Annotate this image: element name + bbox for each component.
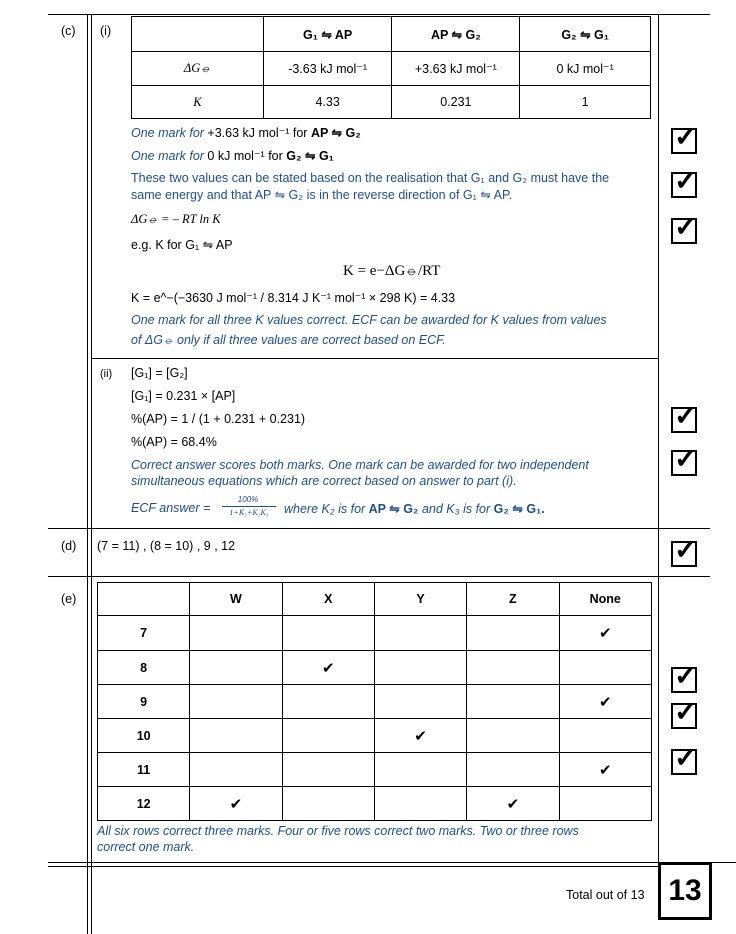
cell-x — [282, 719, 374, 753]
table-row — [98, 753, 652, 787]
cell-dg-1: -3.63 kJ mol⁻¹ — [263, 52, 392, 86]
marks-divider — [658, 14, 659, 862]
row-label: 9 — [98, 685, 190, 719]
cell-w — [190, 616, 282, 651]
ecf-label: ECF answer = — [131, 501, 211, 515]
separator-total-2 — [48, 866, 660, 867]
table-row — [98, 616, 652, 651]
col-divider-2 — [91, 14, 92, 934]
header-y: Y — [374, 583, 466, 616]
cell-dg-2: +3.63 kJ mol⁻¹ — [392, 52, 520, 86]
row-label: 11 — [98, 753, 190, 787]
row-label-delta-g: ΔG⦵ — [132, 52, 264, 86]
mark-checkbox-icon: ✓ — [671, 541, 697, 567]
cell-w — [190, 685, 282, 719]
cell-y — [374, 651, 466, 685]
row-label: 7 — [98, 616, 190, 651]
cell-z — [467, 685, 559, 719]
cii-line-5: Correct answer scores both marks. One mark can be awarded for two independent — [131, 458, 589, 472]
part-cii-label: (ii) — [100, 368, 113, 380]
table-row — [98, 685, 652, 719]
mark-checkbox-icon: ✓ — [671, 703, 697, 729]
mark-checkbox-icon: ✓ — [671, 749, 697, 775]
cell-w — [190, 719, 282, 753]
cell-k-1: 4.33 — [263, 86, 392, 119]
e-note-line-2: correct one mark. — [97, 840, 195, 854]
ci-equation: K = e−ΔG⦵/RT — [343, 263, 441, 279]
row-label: 10 — [98, 719, 190, 753]
row-label-k: K — [132, 86, 264, 119]
check-icon: ✔ — [229, 795, 243, 813]
cell-x — [282, 685, 374, 719]
cell-none — [559, 719, 652, 753]
cii-line-1: [G₁] = [G₂] — [131, 366, 188, 380]
ecf-fraction-bar — [222, 506, 276, 507]
header-w: W — [190, 583, 282, 616]
ci-line-8: K = e^−(−3630 J mol⁻¹ / 8.314 J K⁻¹ mol⁻¹ × 298 K) = 4.33 — [131, 291, 456, 305]
top-rule — [48, 14, 710, 15]
separator-cii — [91, 358, 658, 359]
ci-line-6: e.g. K for G₁ ⇋ AP — [131, 238, 233, 252]
ecf-fraction-denominator: 1+K₂+K₂K₃ — [229, 508, 269, 517]
cell-z — [467, 616, 559, 651]
cell-w — [190, 651, 282, 685]
check-icon: ✔ — [598, 761, 612, 779]
cii-line-4: %(AP) = 68.4% — [131, 435, 217, 449]
check-icon: ✔ — [414, 727, 427, 745]
mark-checkbox-icon: ✓ — [671, 407, 697, 433]
check-icon: ✔ — [506, 795, 520, 813]
cell-y — [374, 753, 466, 787]
mark-checkbox-icon: ✓ — [671, 218, 697, 244]
part-e-label: (e) — [61, 592, 77, 606]
separator-e — [48, 576, 710, 577]
cell-x — [282, 753, 374, 787]
ecf-tail: where K₂ is for AP ⇋ G₂ and K₃ is for G₂ ⇋ G₁. — [284, 502, 545, 516]
total-label: Total out of 13 — [566, 888, 645, 902]
row-label: 8 — [98, 651, 190, 685]
ci-line-1: One mark for +3.63 kJ mol⁻¹ for AP ⇋ G₂ — [131, 126, 361, 140]
ci-line-10: of ΔG⦵ only if all three values are correct based on ECF. — [131, 333, 446, 347]
cell-z — [467, 787, 559, 821]
delta-g-table — [131, 16, 651, 119]
cell-x — [282, 787, 374, 821]
ci-line-9: One mark for all three K values correct. ECF can be awarded for K values from values — [131, 313, 607, 327]
part-d-label: (d) — [61, 539, 77, 553]
cell-none — [559, 651, 652, 685]
cell-z — [467, 651, 559, 685]
check-icon: ✔ — [598, 625, 612, 642]
row-label: 12 — [98, 787, 190, 821]
cell-k-2: 0.231 — [392, 86, 520, 119]
header-g2-g1: G₂ ⇋ G₁ — [520, 17, 651, 52]
cell-z — [467, 753, 559, 787]
cell-y — [374, 685, 466, 719]
cell-none — [559, 753, 652, 787]
cii-line-2: [G₁] = 0.231 × [AP] — [131, 389, 236, 403]
mark-checkbox-icon: ✓ — [671, 450, 697, 476]
cell-x — [282, 616, 374, 651]
e-note-line-1: All six rows correct three marks. Four or five rows correct two marks. Two or three rows — [97, 824, 579, 838]
check-icon: ✔ — [321, 659, 335, 677]
cell-y — [374, 719, 466, 753]
part-c-label: (c) — [61, 24, 76, 38]
cell-w — [190, 753, 282, 787]
header-z: Z — [467, 583, 559, 616]
cell-none — [559, 685, 652, 719]
header-none: None — [559, 583, 652, 616]
check-icon: ✔ — [598, 693, 612, 711]
ci-line-4: same energy and that AP ⇋ G₂ is in the reverse direction of G₁ ⇋ AP. — [131, 188, 513, 202]
header-ap-g2: AP ⇋ G₂ — [392, 17, 520, 52]
cii-line-6: simultaneous equations which are correct based on answer to part (i). — [131, 474, 517, 488]
d-answer: (7 = 11) , (8 = 10) , 9 , 12 — [97, 539, 236, 553]
cell-k-3: 1 — [520, 86, 651, 119]
mark-checkbox-icon: ✓ — [671, 667, 697, 693]
cell-x — [282, 651, 374, 685]
col-divider-1 — [87, 14, 88, 934]
cell-w — [190, 787, 282, 821]
total-score-box: 13 — [658, 862, 712, 920]
separator-d — [48, 528, 710, 529]
cell-y — [374, 616, 466, 651]
isomer-table — [97, 582, 652, 821]
cell-y — [374, 787, 466, 821]
ci-line-3: These two values can be stated based on the realisation that G₁ and G₂ must have the — [131, 171, 610, 185]
ci-line-5: ΔG⦵ = – RT ln K — [131, 212, 221, 226]
header-x: X — [282, 583, 374, 616]
part-ci-label: (i) — [100, 24, 112, 38]
ecf-fraction-numerator: 100% — [237, 495, 259, 504]
ci-line-2: One mark for 0 kJ mol⁻¹ for G₂ ⇋ G₁ — [131, 149, 334, 163]
separator-total-1 — [48, 862, 736, 863]
cii-line-3: %(AP) = 1 / (1 + 0.231 + 0.231) — [131, 412, 306, 426]
header-g1-ap: G₁ ⇋ AP — [263, 17, 392, 52]
cell-none — [559, 616, 652, 651]
cell-z — [467, 719, 559, 753]
mark-checkbox-icon: ✓ — [671, 172, 697, 198]
table-row — [98, 787, 652, 821]
table-row — [98, 651, 652, 685]
mark-checkbox-icon: ✓ — [671, 128, 697, 154]
cell-none — [559, 787, 652, 821]
table-row — [98, 719, 652, 753]
cell-dg-3: 0 kJ mol⁻¹ — [520, 52, 651, 86]
